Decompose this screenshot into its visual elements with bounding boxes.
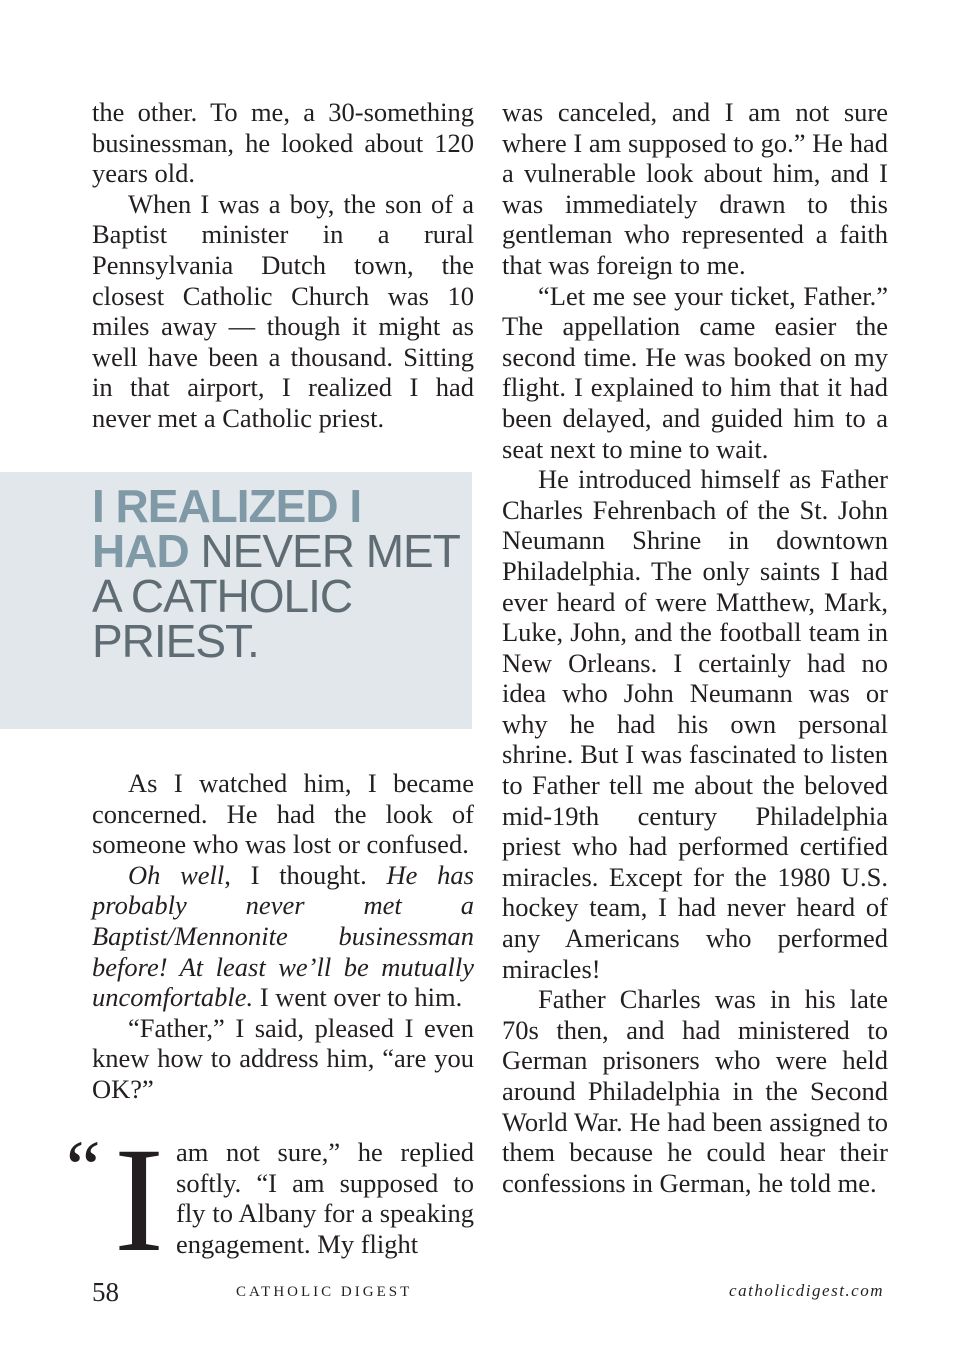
paragraph: As I watched him, I became concerned. He had the look of someone who was lost or confused. (92, 768, 474, 860)
drop-cap-text (176, 1137, 474, 1259)
pull-quote-text (92, 480, 462, 667)
website-url: catholicdigest.com (729, 1281, 884, 1300)
left-column-bottom (92, 768, 474, 1105)
pull-quote (0, 472, 472, 729)
paragraph: He introduced himself as Father Charles Fehrenbach of the St. John Neumann Shrine in downtown Philadelphia. The only saints I had ever heard of were Matthew, Mark, Luke, John, and the football team in New Orleans. I certainly had no idea who John Neumann was or why he had his own personal shrine. But I was fascinated to listen to Father tell me about the beloved mid-19th century Philadelphia priest who had performed certified miracles. Except for the 1980 U.S. hockey team, I had never heard of any Americans who performed miracles! (502, 464, 888, 984)
page-number: 58 (92, 1277, 119, 1307)
paragraph (92, 860, 474, 1013)
pull-quote-light: NEVER MET A CATHOLIC PRIEST. (92, 525, 459, 667)
paragraph: “Let me see your ticket, Father.” The appellation came easier the second time. He was booked on my flight. I explained to him that it had been delayed, and guided him to a seat next to mine to wait. (502, 280, 888, 464)
magazine-name: CATHOLIC DIGEST (236, 1284, 413, 1300)
paragraph: Father Charles was in his late 70s then, and had ministered to German prisoners who were held around Philadelphia in the Second World War. He had been assigned to them because he could hear their confessions in German, he told me. (502, 984, 888, 1198)
plain-text: , I thought. (224, 859, 387, 890)
plain-text: I went over to him. (253, 982, 463, 1013)
paragraph: “Father,” I said, pleased I even knew how to address him, “are you OK?” (92, 1012, 474, 1104)
paragraph: am not sure,” he replied softly. “I am supposed to fly to Albany for a speaking engagement. My flight (176, 1137, 474, 1259)
paragraph: the other. To me, a 30-something businessman, he looked about 120 years old. (92, 97, 474, 189)
italic-text: Oh well (128, 859, 225, 890)
drop-cap-quote-mark: “ (66, 1124, 101, 1211)
pull-quote-bold: I REALIZED I HAD (92, 480, 362, 577)
left-column-top (92, 97, 474, 434)
drop-cap-paragraph (66, 1117, 474, 1283)
drop-cap-letter: I (114, 1117, 164, 1283)
italic-text: He has probably never met a Baptist/Mennonite businessman before! At least we’ll be mutually uncomfortable. (92, 859, 474, 1013)
paragraph: When I was a boy, the son of a Baptist minister in a rural Pennsylvania Dutch town, the closest Catholic Church was 10 miles away — though it might as well have been a thousand. Sitting in that airport, I realized I had never met a Catholic priest. (92, 188, 474, 433)
right-column (502, 97, 888, 1198)
paragraph: was canceled, and I am not sure where I am supposed to go.” He had a vulnerable look about him, and I was immediately drawn to this gentleman who represented a faith that was foreign to me. (502, 97, 888, 280)
